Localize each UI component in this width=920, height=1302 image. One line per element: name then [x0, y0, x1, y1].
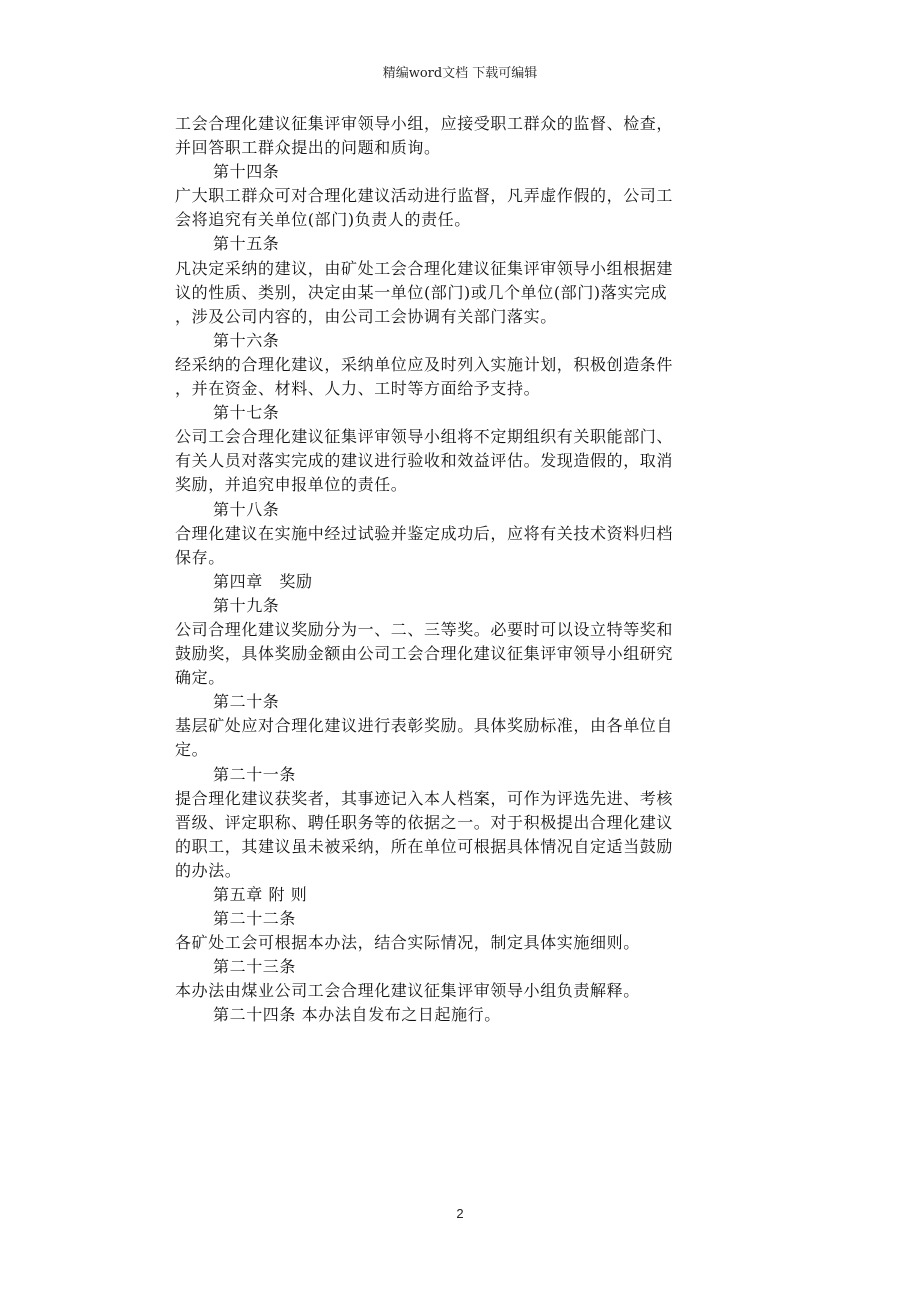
article-heading: 第十七条 — [213, 403, 280, 423]
article-heading: 第二十一条 — [213, 764, 297, 784]
body-text-line: 工会合理化建议征集评审领导小组，应接受职工群众的监督、检查， — [175, 114, 674, 133]
body-text-line: 晋级、评定职称、聘任职务等的依据之一。对于积极提出合理化建议 — [175, 812, 674, 832]
body-text-line: ，并在资金、材料、人力、工时等方面给予支持。 — [175, 379, 541, 399]
body-text-line: 有关人员对落实完成的建议进行验收和效益评估。发现造假的，取消 — [175, 451, 674, 471]
body-text-line: 奖励，并追究申报单位的责任。 — [175, 475, 408, 495]
body-text-line: 会将追究有关单位(部门)负责人的责任。 — [175, 210, 471, 230]
body-text-line: 本办法由煤业公司工会合理化建议征集评审领导小组负责解释。 — [175, 981, 640, 1001]
body-text-line: 公司工会合理化建议征集评审领导小组将不定期组织有关职能部门、 — [175, 427, 674, 447]
body-text-line: 经采纳的合理化建议，采纳单位应及时列入实施计划，积极创造条件 — [175, 354, 674, 374]
body-text-line: ，涉及公司内容的，由公司工会协调有关部门落实。 — [175, 306, 557, 326]
body-text-line: 合理化建议在实施中经过试验并鉴定成功后，应将有关技术资料归档 — [175, 523, 674, 543]
article-heading: 第十六条 — [213, 330, 280, 350]
page-header: 精编word文档 下载可编辑 — [382, 66, 538, 81]
body-text-line: 广大职工群众可对合理化建议活动进行监督，凡弄虚作假的，公司工 — [175, 186, 674, 206]
article-heading: 第四章 奖励 — [213, 571, 313, 591]
body-text-line: 的职工，其建议虽未被采纳，所在单位可根据具体情况自定适当鼓励 — [175, 836, 674, 856]
body-text-line: 凡决定采纳的建议，由矿处工会合理化建议征集评审领导小组根据建 — [175, 258, 674, 278]
body-text-line: 鼓励奖，具体奖励金额由公司工会合理化建议征集评审领导小组研究 — [175, 644, 674, 664]
article-heading: 第五章 附 则 — [213, 885, 308, 904]
body-text-line: 各矿处工会可根据本办法，结合实际情况，制定具体实施细则。 — [175, 933, 640, 953]
article-heading: 第十九条 — [213, 595, 280, 615]
body-text-line: 基层矿处应对合理化建议进行表彰奖励。具体奖励标准，由各单位自 — [175, 716, 674, 736]
body-text-line: 保存。 — [175, 547, 225, 567]
page-number: 2 — [456, 1206, 464, 1221]
body-text-line: 议的性质、类别，决定由某一单位(部门)或几个单位(部门)落实完成 — [175, 282, 668, 302]
article-heading: 第十五条 — [213, 234, 280, 254]
article-heading: 第十八条 — [213, 499, 280, 519]
article-heading: 第二十三条 — [213, 957, 297, 977]
article-heading: 第十四条 — [213, 162, 280, 182]
body-text-line: 的办法。 — [175, 860, 242, 880]
article-heading: 第二十二条 — [213, 909, 297, 929]
body-text-line: 并回答职工群众提出的问题和质询。 — [175, 138, 441, 158]
body-text-line: 公司合理化建议奖励分为一、二、三等奖。必要时可以设立特等奖和 — [175, 619, 674, 639]
body-text-line: 定。 — [175, 740, 209, 760]
document-body — [175, 112, 735, 1028]
article-heading: 第二十条 — [213, 692, 280, 712]
article-heading: 第二十四条 本办法自发布之日起施行。 — [213, 1005, 501, 1025]
body-text-line: 提合理化建议获奖者，其事迹记入本人档案，可作为评选先进、考核 — [175, 788, 674, 808]
body-text-line: 确定。 — [175, 668, 225, 688]
